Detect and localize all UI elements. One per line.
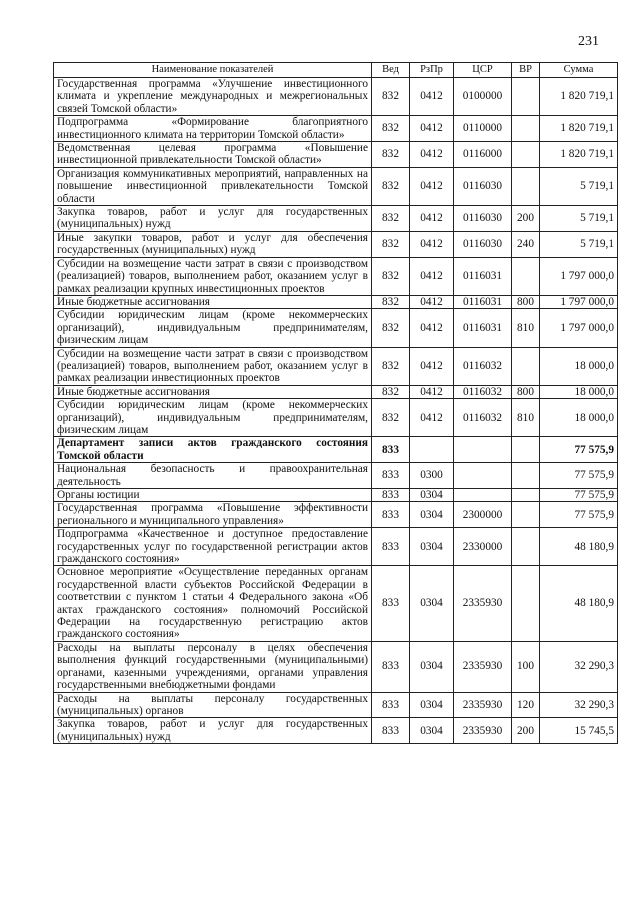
cell-sum: 1 820 719,1 <box>540 78 618 116</box>
cell-name: Расходы на выплаты персоналу государственных (муниципальных) органов <box>54 692 372 718</box>
cell-sum: 77 575,9 <box>540 463 618 489</box>
cell-sum: 1 820 719,1 <box>540 142 618 168</box>
cell-csr: 2335930 <box>454 641 512 692</box>
table-header-row <box>54 63 618 78</box>
cell-ved: 832 <box>372 116 410 142</box>
cell-sum: 32 290,3 <box>540 641 618 692</box>
cell-rzpr: 0304 <box>410 641 454 692</box>
table-row <box>54 502 618 528</box>
cell-name: Закупка товаров, работ и услуг для государственных (муниципальных) нужд <box>54 206 372 232</box>
table-row <box>54 385 618 398</box>
cell-csr: 0116031 <box>454 309 512 347</box>
cell-name: Организация коммуникативных мероприятий, направленных на повышение инвестиционной привлекательности Томской области <box>54 167 372 205</box>
cell-ved: 833 <box>372 641 410 692</box>
cell-name: Субсидии на возмещение части затрат в связи с производством (реализацией) товаров, выполнением работ, оказанием услуг в рамках реализации крупных инвестиционных проектов <box>54 257 372 295</box>
table-row <box>54 399 618 437</box>
table-row <box>54 692 618 718</box>
cell-vr <box>512 167 540 205</box>
cell-csr: 0116031 <box>454 295 512 308</box>
cell-name: Государственная программа «Повышение эффективности регионального и муниципального управления» <box>54 502 372 528</box>
cell-vr <box>512 78 540 116</box>
cell-vr: 100 <box>512 641 540 692</box>
cell-rzpr: 0412 <box>410 116 454 142</box>
cell-csr <box>454 489 512 502</box>
cell-vr: 800 <box>512 295 540 308</box>
cell-name: Государственная программа «Улучшение инвестиционного климата и укрепление международных и межрегиональных связей Томской области» <box>54 78 372 116</box>
cell-name: Национальная безопасность и правоохранительная деятельность <box>54 463 372 489</box>
cell-csr: 2300000 <box>454 502 512 528</box>
cell-csr: 2330000 <box>454 528 512 566</box>
cell-sum: 5 719,1 <box>540 206 618 232</box>
cell-rzpr: 0412 <box>410 385 454 398</box>
cell-rzpr: 0304 <box>410 566 454 641</box>
col-header-csr: ЦСР <box>454 63 512 78</box>
cell-ved: 833 <box>372 528 410 566</box>
cell-vr <box>512 437 540 463</box>
cell-ved: 832 <box>372 231 410 257</box>
cell-rzpr: 0304 <box>410 718 454 744</box>
cell-ved: 832 <box>372 399 410 437</box>
cell-sum: 77 575,9 <box>540 502 618 528</box>
cell-sum: 5 719,1 <box>540 231 618 257</box>
col-header-name: Наименование показателей <box>54 63 372 78</box>
cell-vr <box>512 463 540 489</box>
cell-sum: 18 000,0 <box>540 399 618 437</box>
cell-ved: 833 <box>372 437 410 463</box>
table-row <box>54 463 618 489</box>
cell-ved: 833 <box>372 692 410 718</box>
cell-ved: 833 <box>372 463 410 489</box>
table-row <box>54 347 618 385</box>
cell-rzpr: 0412 <box>410 399 454 437</box>
cell-vr <box>512 528 540 566</box>
cell-name: Расходы на выплаты персоналу в целях обеспечения выполнения функций государственными (муниципальными) органами, казенными учреждениями, органами управления государственными внебюджетными фондами <box>54 641 372 692</box>
cell-vr: 200 <box>512 206 540 232</box>
cell-sum: 18 000,0 <box>540 385 618 398</box>
cell-csr: 0116032 <box>454 347 512 385</box>
cell-ved: 832 <box>372 295 410 308</box>
cell-csr: 0116030 <box>454 206 512 232</box>
cell-csr: 0116030 <box>454 231 512 257</box>
cell-csr <box>454 463 512 489</box>
cell-ved: 832 <box>372 78 410 116</box>
cell-rzpr <box>410 437 454 463</box>
cell-vr <box>512 347 540 385</box>
table-row <box>54 309 618 347</box>
cell-ved: 832 <box>372 167 410 205</box>
cell-rzpr: 0304 <box>410 489 454 502</box>
cell-rzpr: 0300 <box>410 463 454 489</box>
cell-vr <box>512 502 540 528</box>
cell-name: Основное мероприятие «Осуществление переданных органам государственной власти субъектов Российской Федерации в соответствии с пунктом 1 статьи 4 Федерального закона «Об актах гражданского состояния» полномочий Российской Федерации на государственную регистрацию актов гражданского состояния» <box>54 566 372 641</box>
cell-rzpr: 0412 <box>410 167 454 205</box>
cell-vr <box>512 489 540 502</box>
cell-rzpr: 0304 <box>410 692 454 718</box>
cell-name: Департамент записи актов гражданского состояния Томской области <box>54 437 372 463</box>
cell-vr <box>512 566 540 641</box>
cell-vr: 200 <box>512 718 540 744</box>
table-row <box>54 295 618 308</box>
cell-rzpr: 0412 <box>410 309 454 347</box>
cell-name: Подпрограмма «Формирование благоприятного инвестиционного климата на территории Томской области» <box>54 116 372 142</box>
cell-ved: 833 <box>372 566 410 641</box>
table-row <box>54 78 618 116</box>
cell-vr: 800 <box>512 385 540 398</box>
table-row <box>54 231 618 257</box>
cell-csr <box>454 437 512 463</box>
cell-csr: 0110000 <box>454 116 512 142</box>
cell-vr: 810 <box>512 399 540 437</box>
cell-name: Субсидии юридическим лицам (кроме некоммерческих организаций), индивидуальным предпринимателям, физическим лицам <box>54 309 372 347</box>
cell-rzpr: 0412 <box>410 257 454 295</box>
cell-vr <box>512 257 540 295</box>
cell-sum: 32 290,3 <box>540 692 618 718</box>
table-row <box>54 641 618 692</box>
cell-csr: 2335930 <box>454 718 512 744</box>
cell-csr: 0116030 <box>454 167 512 205</box>
cell-ved: 832 <box>372 206 410 232</box>
cell-rzpr: 0412 <box>410 295 454 308</box>
cell-sum: 77 575,9 <box>540 489 618 502</box>
cell-vr: 120 <box>512 692 540 718</box>
cell-name: Субсидии юридическим лицам (кроме некоммерческих организаций), индивидуальным предпринимателям, физическим лицам <box>54 399 372 437</box>
cell-csr: 0116000 <box>454 142 512 168</box>
table-row <box>54 566 618 641</box>
cell-rzpr: 0412 <box>410 78 454 116</box>
cell-csr: 0116031 <box>454 257 512 295</box>
cell-vr <box>512 116 540 142</box>
cell-name: Подпрограмма «Качественное и доступное предоставление государственных услуг по государственной регистрации актов гражданского состояния» <box>54 528 372 566</box>
cell-name: Иные закупки товаров, работ и услуг для обеспечения государственных (муниципальных) нужд <box>54 231 372 257</box>
col-header-vr: ВР <box>512 63 540 78</box>
cell-rzpr: 0304 <box>410 528 454 566</box>
cell-vr: 810 <box>512 309 540 347</box>
cell-sum: 1 797 000,0 <box>540 295 618 308</box>
cell-sum: 5 719,1 <box>540 167 618 205</box>
table-row <box>54 489 618 502</box>
cell-name: Субсидии на возмещение части затрат в связи с производством (реализацией) товаров, выполнением работ, оказанием услуг в рамках реализации инвестиционных проектов <box>54 347 372 385</box>
cell-sum: 48 180,9 <box>540 528 618 566</box>
cell-ved: 833 <box>372 502 410 528</box>
table-row <box>54 116 618 142</box>
col-header-rzpr: РзПр <box>410 63 454 78</box>
col-header-ved: Вед <box>372 63 410 78</box>
cell-csr: 0116032 <box>454 399 512 437</box>
cell-csr: 0100000 <box>454 78 512 116</box>
cell-rzpr: 0412 <box>410 347 454 385</box>
cell-ved: 832 <box>372 347 410 385</box>
cell-sum: 1 797 000,0 <box>540 257 618 295</box>
cell-sum: 18 000,0 <box>540 347 618 385</box>
col-header-sum: Сумма <box>540 63 618 78</box>
cell-vr: 240 <box>512 231 540 257</box>
cell-csr: 0116032 <box>454 385 512 398</box>
cell-sum: 48 180,9 <box>540 566 618 641</box>
table-row <box>54 528 618 566</box>
table-row <box>54 206 618 232</box>
table-row <box>54 437 618 463</box>
cell-name: Органы юстиции <box>54 489 372 502</box>
cell-name: Иные бюджетные ассигнования <box>54 385 372 398</box>
cell-csr: 2335930 <box>454 692 512 718</box>
cell-vr <box>512 142 540 168</box>
table-row <box>54 167 618 205</box>
cell-ved: 832 <box>372 257 410 295</box>
cell-name: Закупка товаров, работ и услуг для государственных (муниципальных) нужд <box>54 718 372 744</box>
cell-ved: 833 <box>372 489 410 502</box>
cell-ved: 832 <box>372 142 410 168</box>
cell-ved: 832 <box>372 309 410 347</box>
page-number: 231 <box>578 34 599 49</box>
cell-name: Иные бюджетные ассигнования <box>54 295 372 308</box>
cell-rzpr: 0412 <box>410 206 454 232</box>
cell-sum: 1 820 719,1 <box>540 116 618 142</box>
cell-sum: 1 797 000,0 <box>540 309 618 347</box>
cell-rzpr: 0412 <box>410 231 454 257</box>
cell-rzpr: 0412 <box>410 142 454 168</box>
table-row <box>54 142 618 168</box>
cell-csr: 2335930 <box>454 566 512 641</box>
budget-table <box>53 62 618 744</box>
table-row <box>54 718 618 744</box>
cell-name: Ведомственная целевая программа «Повышение инвестиционной привлекательности Томской области» <box>54 142 372 168</box>
cell-sum: 77 575,9 <box>540 437 618 463</box>
cell-ved: 832 <box>372 385 410 398</box>
cell-rzpr: 0304 <box>410 502 454 528</box>
table-row <box>54 257 618 295</box>
cell-sum: 15 745,5 <box>540 718 618 744</box>
cell-ved: 833 <box>372 718 410 744</box>
